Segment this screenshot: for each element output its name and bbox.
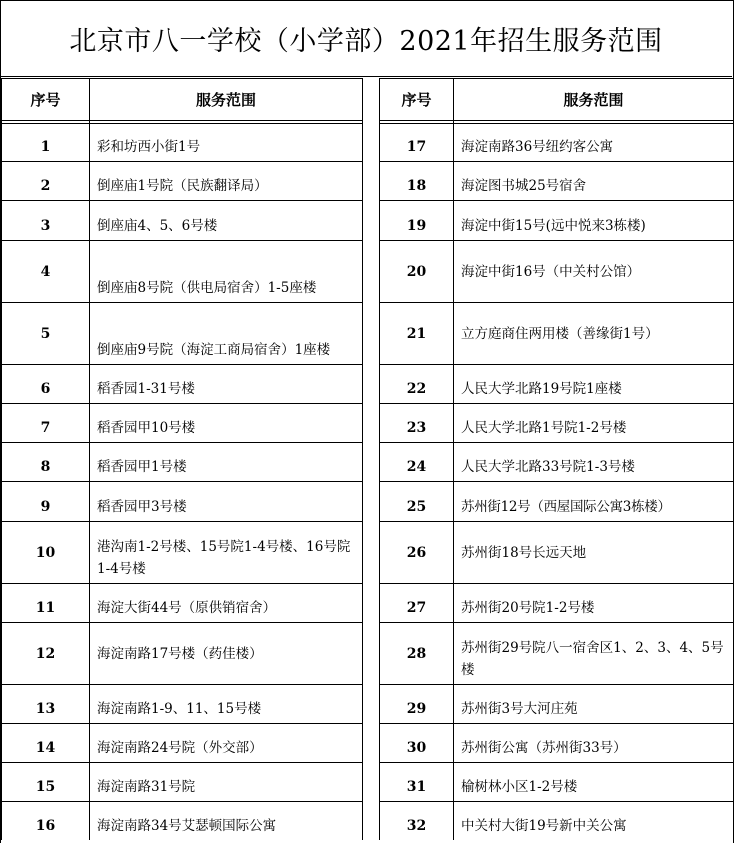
enrollment-table-right: [379, 78, 734, 840]
table-row: [380, 201, 734, 241]
row-area: 人民大学北路1号院1-2号楼: [454, 404, 734, 443]
header-service-area: 服务范围: [90, 79, 363, 121]
table-row: [380, 241, 734, 303]
row-area: 海淀大街44号（原供销宿舍）: [90, 584, 363, 623]
header-serial: 序号: [2, 79, 90, 121]
row-area: 榆树林小区1-2号楼: [454, 763, 734, 802]
table-row: [2, 303, 363, 365]
header-serial: 序号: [380, 79, 454, 121]
table-row: [380, 124, 734, 162]
enrollment-table-left: [1, 78, 363, 840]
row-area: 苏州街20号院1-2号楼: [454, 584, 734, 623]
table-row: [380, 404, 734, 443]
table-row: [380, 763, 734, 802]
row-area: 海淀南路17号楼（药佳楼）: [90, 623, 363, 685]
table-row: [2, 241, 363, 303]
row-area: 稻香园甲3号楼: [90, 482, 363, 522]
row-area: 人民大学北路33号院1-3号楼: [454, 443, 734, 482]
table-row: [2, 482, 363, 522]
table-row: [2, 124, 363, 162]
row-number: 31: [380, 763, 454, 802]
row-number: 12: [2, 623, 90, 685]
row-number: 9: [2, 482, 90, 522]
table-row: [380, 623, 734, 685]
table-row: [2, 724, 363, 763]
row-number: 16: [2, 802, 90, 840]
row-number: 21: [380, 303, 454, 365]
row-area: 稻香园甲1号楼: [90, 443, 363, 482]
row-area: 人民大学北路19号院1座楼: [454, 365, 734, 404]
row-area: 彩和坊西小街1号: [90, 124, 363, 162]
row-number: 2: [2, 162, 90, 201]
header-service-area: 服务范围: [454, 79, 734, 121]
row-area: 倒座庙9号院（海淀工商局宿舍）1座楼: [90, 303, 363, 365]
row-number: 10: [2, 522, 90, 584]
row-number: 3: [2, 201, 90, 241]
row-number: 30: [380, 724, 454, 763]
row-number: 11: [2, 584, 90, 623]
row-number: 26: [380, 522, 454, 584]
table-row: [2, 365, 363, 404]
row-area: 海淀中街15号(远中悦来3栋楼): [454, 201, 734, 241]
table-row: [380, 482, 734, 522]
row-number: 15: [2, 763, 90, 802]
table-row: [2, 802, 363, 840]
row-area: 苏州街29号院八一宿舍区1、2、3、4、5号楼: [454, 623, 734, 685]
row-number: 24: [380, 443, 454, 482]
row-number: 19: [380, 201, 454, 241]
row-area: 海淀南路24号院（外交部）: [90, 724, 363, 763]
row-number: 28: [380, 623, 454, 685]
table-row: [2, 522, 363, 584]
row-number: 23: [380, 404, 454, 443]
table-row: [380, 802, 734, 840]
table-row: [380, 443, 734, 482]
row-area: 倒座庙4、5、6号楼: [90, 201, 363, 241]
table-row: [380, 365, 734, 404]
table-row: [380, 162, 734, 201]
table-row: [2, 763, 363, 802]
table-header-row: [2, 79, 363, 121]
table-header-row: [380, 79, 734, 121]
row-area: 稻香园甲10号楼: [90, 404, 363, 443]
row-number: 5: [2, 303, 90, 365]
row-area: 海淀南路36号纽约客公寓: [454, 124, 734, 162]
table-row: [2, 201, 363, 241]
row-number: 6: [2, 365, 90, 404]
row-number: 1: [2, 124, 90, 162]
row-number: 13: [2, 685, 90, 724]
row-number: 14: [2, 724, 90, 763]
table-row: [380, 724, 734, 763]
table-row: [2, 685, 363, 724]
row-number: 8: [2, 443, 90, 482]
row-number: 25: [380, 482, 454, 522]
row-area: 海淀图书城25号宿舍: [454, 162, 734, 201]
table-row: [380, 303, 734, 365]
row-area: 立方庭商住两用楼（善缘街1号）: [454, 303, 734, 365]
row-number: 22: [380, 365, 454, 404]
row-area: 中关村大街19号新中关公寓: [454, 802, 734, 840]
row-number: 32: [380, 802, 454, 840]
page-title: 北京市八一学校（小学部）2021年招生服务范围: [0, 0, 732, 77]
table-row: [380, 522, 734, 584]
row-number: 20: [380, 241, 454, 303]
table-row: [2, 162, 363, 201]
row-area: 倒座庙8号院（供电局宿舍）1-5座楼: [90, 241, 363, 303]
row-area: 倒座庙1号院（民族翻译局）: [90, 162, 363, 201]
row-number: 18: [380, 162, 454, 201]
table-row: [380, 584, 734, 623]
row-number: 4: [2, 241, 90, 303]
row-area: 苏州街3号大河庄苑: [454, 685, 734, 724]
row-area: 苏州街12号（西屋国际公寓3栋楼）: [454, 482, 734, 522]
row-number: 27: [380, 584, 454, 623]
table-row: [2, 584, 363, 623]
row-area: 苏州街公寓（苏州街33号）: [454, 724, 734, 763]
row-area: 稻香园1-31号楼: [90, 365, 363, 404]
row-area: 海淀南路34号艾瑟顿国际公寓: [90, 802, 363, 840]
table-row: [2, 443, 363, 482]
row-area: 苏州街18号长远天地: [454, 522, 734, 584]
row-number: 29: [380, 685, 454, 724]
row-number: 7: [2, 404, 90, 443]
row-area: 海淀南路1-9、11、15号楼: [90, 685, 363, 724]
table-row: [2, 623, 363, 685]
row-area: 港沟南1-2号楼、15号院1-4号楼、16号院1-4号楼: [90, 522, 363, 584]
row-number: 17: [380, 124, 454, 162]
row-area: 海淀南路31号院: [90, 763, 363, 802]
table-row: [2, 404, 363, 443]
row-area: 海淀中街16号（中关村公馆）: [454, 241, 734, 303]
table-row: [380, 685, 734, 724]
